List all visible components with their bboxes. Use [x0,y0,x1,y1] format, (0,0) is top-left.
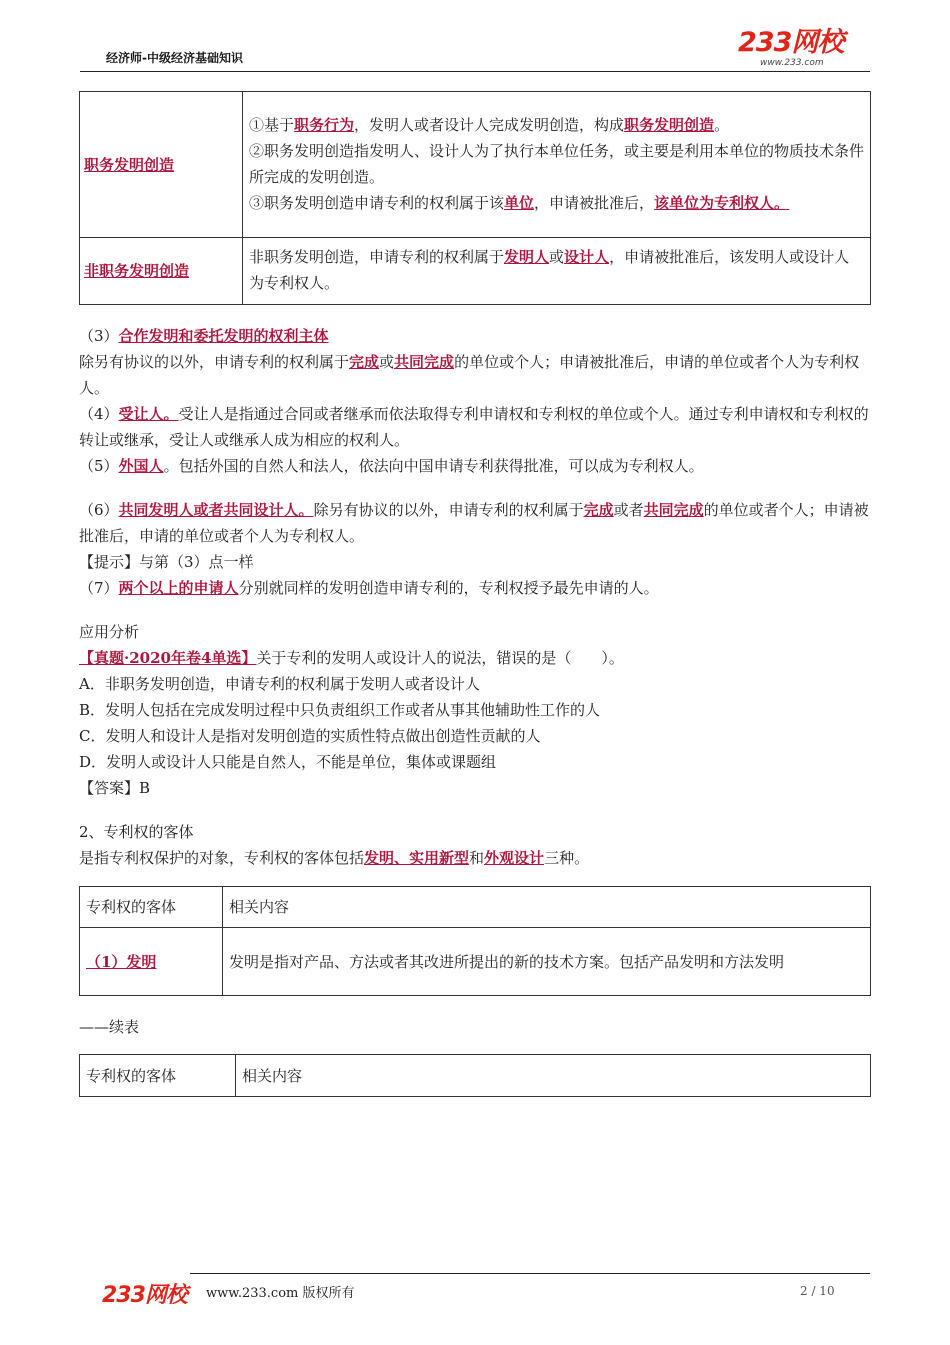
table-row-head: 职务发明创造 [80,92,243,238]
table-cell: ①基于职务行为，发明人或者设计人完成发明创造，构成职务发明创造。 ②职务发明创造指发明人、设计人为了执行本单位任务，或主要是利用本单位的物质技术条件所完成的发明创造。 ③职务发明创造申请专利的权利属于该单位，申请被批准后，该单位为专利权人。 [243,92,871,238]
logo-url: www.233.com [760,58,824,68]
footer-copyright: www.233.com 版权所有 [206,1286,355,1301]
column-header: 专利权的客体 [80,887,223,928]
page-number: 2 / 10 [800,1284,835,1298]
paragraph-3: （3）合作发明和委托发明的权利主体 除另有协议的以外，申请专利的权利属于完成或共同完成的单位或个人；申请被批准后，申请的单位或者个人为专利权人。 [79,327,860,397]
continued-table-label: ——续表 [79,1018,140,1036]
table-row-head: 非职务发明创造 [80,238,243,305]
header-divider [80,71,870,72]
brand-logo [738,28,858,73]
option-c: C．发明人和设计人是指对发明创造的实质性特点做出创造性贡献的人 [79,727,541,745]
document-header-title: 经济师-中级经济基础知识 [106,51,243,65]
paragraph-6: （6）共同发明人或者共同设计人。除另有协议的以外，申请专利的权利属于完成或者共同完成的单位或者个人；申请被批准后，申请的单位或者个人为专利权人。 [79,501,869,545]
table-row-head: （1）发明 [80,928,223,996]
footer-logo: 233网校 [102,1283,187,1308]
table-cell: 非职务发明创造，申请专利的权利属于发明人或设计人，申请被批准后，该发明人或设计人为专利权人。 [243,238,871,305]
patent-object-table-continued [79,1054,871,1097]
paragraph-4: （4）受让人。受让人是指通过合同或者继承而依法取得专利申请权和专利权的单位或个人。通过专利申请权和专利权的转让或继承，受让人或继承人成为相应的权利人。 [79,405,869,449]
option-a: A．非职务发明创造，申请专利的权利属于发明人或者设计人 [79,675,480,693]
table-row [80,92,871,238]
answer-line: 【答案】B [79,779,151,797]
tip-line: 【提示】与第（3）点一样 [79,553,254,571]
footer-divider [190,1273,870,1274]
table-cell: 发明是指对产品、方法或者其改进所提出的新的技术方案。包括产品发明和方法发明 [223,928,871,996]
invention-type-table [79,91,871,305]
table-header-row [80,1055,871,1097]
section-2-heading: 2、专利权的客体 [79,823,194,841]
patent-object-table [79,886,871,996]
question-stem: 【真题·2020年卷4单选】关于专利的发明人或设计人的说法，错误的是（ ）。 [79,649,624,667]
paragraph-5: （5）外国人。包括外国的自然人和法人，依法向中国申请专利获得批准，可以成为专利权人。 [79,457,704,475]
column-header: 相关内容 [236,1055,871,1097]
table-header-row [80,887,871,928]
analysis-heading: 应用分析 [79,623,140,641]
column-header: 相关内容 [223,887,871,928]
section-2-intro: 是指专利权保护的对象，专利权的客体包括发明、实用新型和外观设计三种。 [79,849,590,867]
table-row [80,238,871,305]
option-b: B．发明人包括在完成发明过程中只负责组织工作或者从事其他辅助性工作的人 [79,701,601,719]
paragraph-7: （7）两个以上的申请人分别就同样的发明创造申请专利的，专利权授予最先申请的人。 [79,579,659,597]
logo-text: 233网校 [738,27,844,58]
option-d: D．发明人或设计人只能是自然人，不能是单位，集体或课题组 [79,753,497,771]
column-header: 专利权的客体 [80,1055,236,1097]
table-row [80,928,871,996]
